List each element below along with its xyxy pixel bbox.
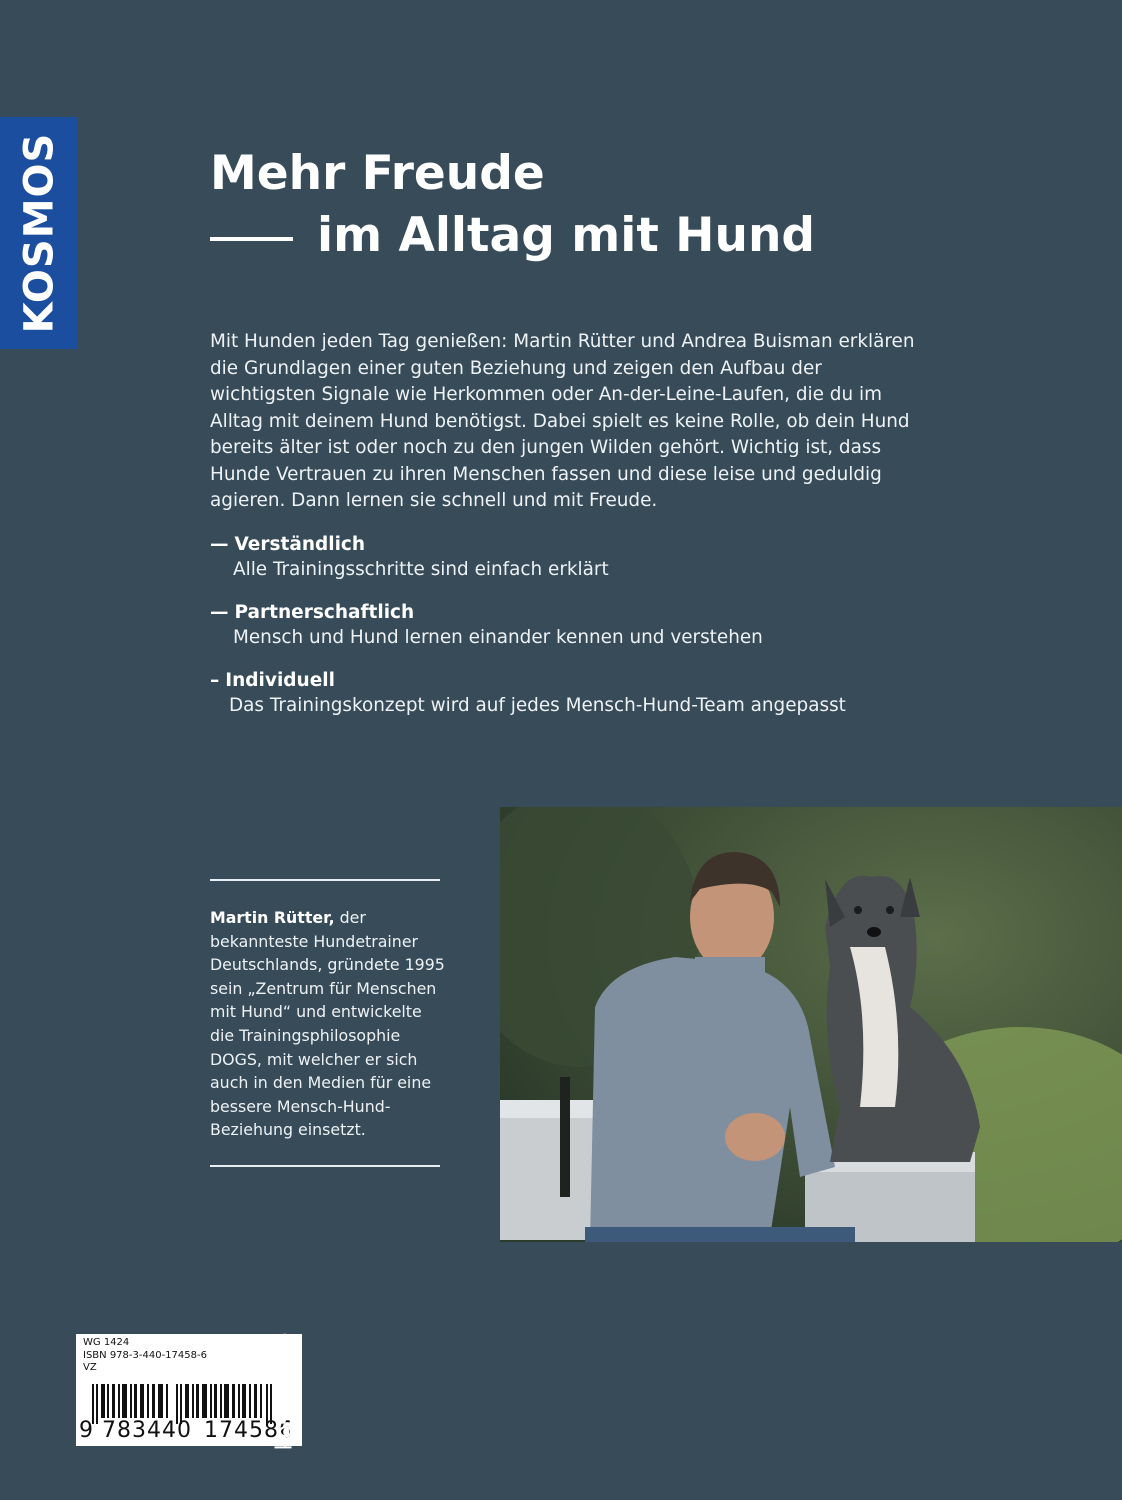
author-bio <box>210 906 450 1142</box>
dash-bullet-icon: – <box>210 670 220 691</box>
headline-dash-rule <box>210 237 293 241</box>
author-photo <box>500 807 1122 1242</box>
headline <box>210 143 815 267</box>
headline-line-1: Mehr Freude <box>210 146 545 201</box>
feature-description: Mensch und Hund lernen einander kennen und verstehen <box>233 627 763 648</box>
feature-list <box>210 533 930 737</box>
feature-item <box>210 601 930 651</box>
feature-item <box>210 533 930 583</box>
isbn: ISBN 978-3-440-17458-6 <box>83 1349 207 1361</box>
dash-bullet-icon: — <box>210 602 229 623</box>
barcode-meta <box>83 1337 207 1375</box>
headline-line-2: im Alltag mit Hund <box>317 208 816 263</box>
isbn-barcode-label <box>76 1334 302 1446</box>
website-text: kosmos.de <box>272 1332 298 1450</box>
feature-description: Das Trainingskonzept wird auf jedes Mensch-Hund-Team angepasst <box>229 695 846 716</box>
author-name: Martin Rütter, <box>210 908 335 927</box>
vz-code: VZ <box>83 1362 97 1373</box>
dash-bullet-icon: — <box>210 534 229 555</box>
website-label <box>270 1332 300 1450</box>
author-bio-text: der bekannteste Hundetrainer Deutschlands, gründete 1995 sein „Zentrum für Menschen mit Hund“ und entwickelte die Trainingsphilosophie DOGS, mit welcher er sich auch in den Medien für eine bessere Mensch-Hund-Beziehung einsetzt. <box>210 908 445 1140</box>
feature-title: Partnerschaftlich <box>234 602 415 623</box>
photo-illustration <box>500 807 1122 1242</box>
feature-description: Alle Trainingsschritte sind einfach erklärt <box>233 559 609 580</box>
barcode-digits: 9 783440 174586 <box>79 1418 294 1443</box>
bio-top-rule <box>210 879 440 881</box>
publisher-logo-text: KOSMOS <box>16 132 63 334</box>
publisher-logo-tab <box>0 117 78 349</box>
feature-title: Individuell <box>225 670 335 691</box>
warengruppe: WG 1424 <box>83 1337 130 1348</box>
feature-item <box>210 669 930 719</box>
intro-paragraph: Mit Hunden jeden Tag genießen: Martin Rütter und Andrea Buisman erklären die Grundlagen einer guten Beziehung und zeigen den Aufbau der wichtigsten Signale wie Herkommen oder An-der-Leine-Laufen, die du im Alltag mit deinem Hund benötigst. Dabei spielt es keine Rolle, ob dein Hund bereits älter ist oder noch zu den jungen Wilden gehört. Wichtig ist, dass Hunde Vertrauen zu ihren Menschen fassen und diese leise und geduldig agieren. Dann lernen sie schnell und mit Freude. <box>210 331 915 511</box>
headline-line-2-row <box>210 205 815 267</box>
bio-bottom-rule <box>210 1165 440 1167</box>
feature-title: Verständlich <box>234 534 366 555</box>
